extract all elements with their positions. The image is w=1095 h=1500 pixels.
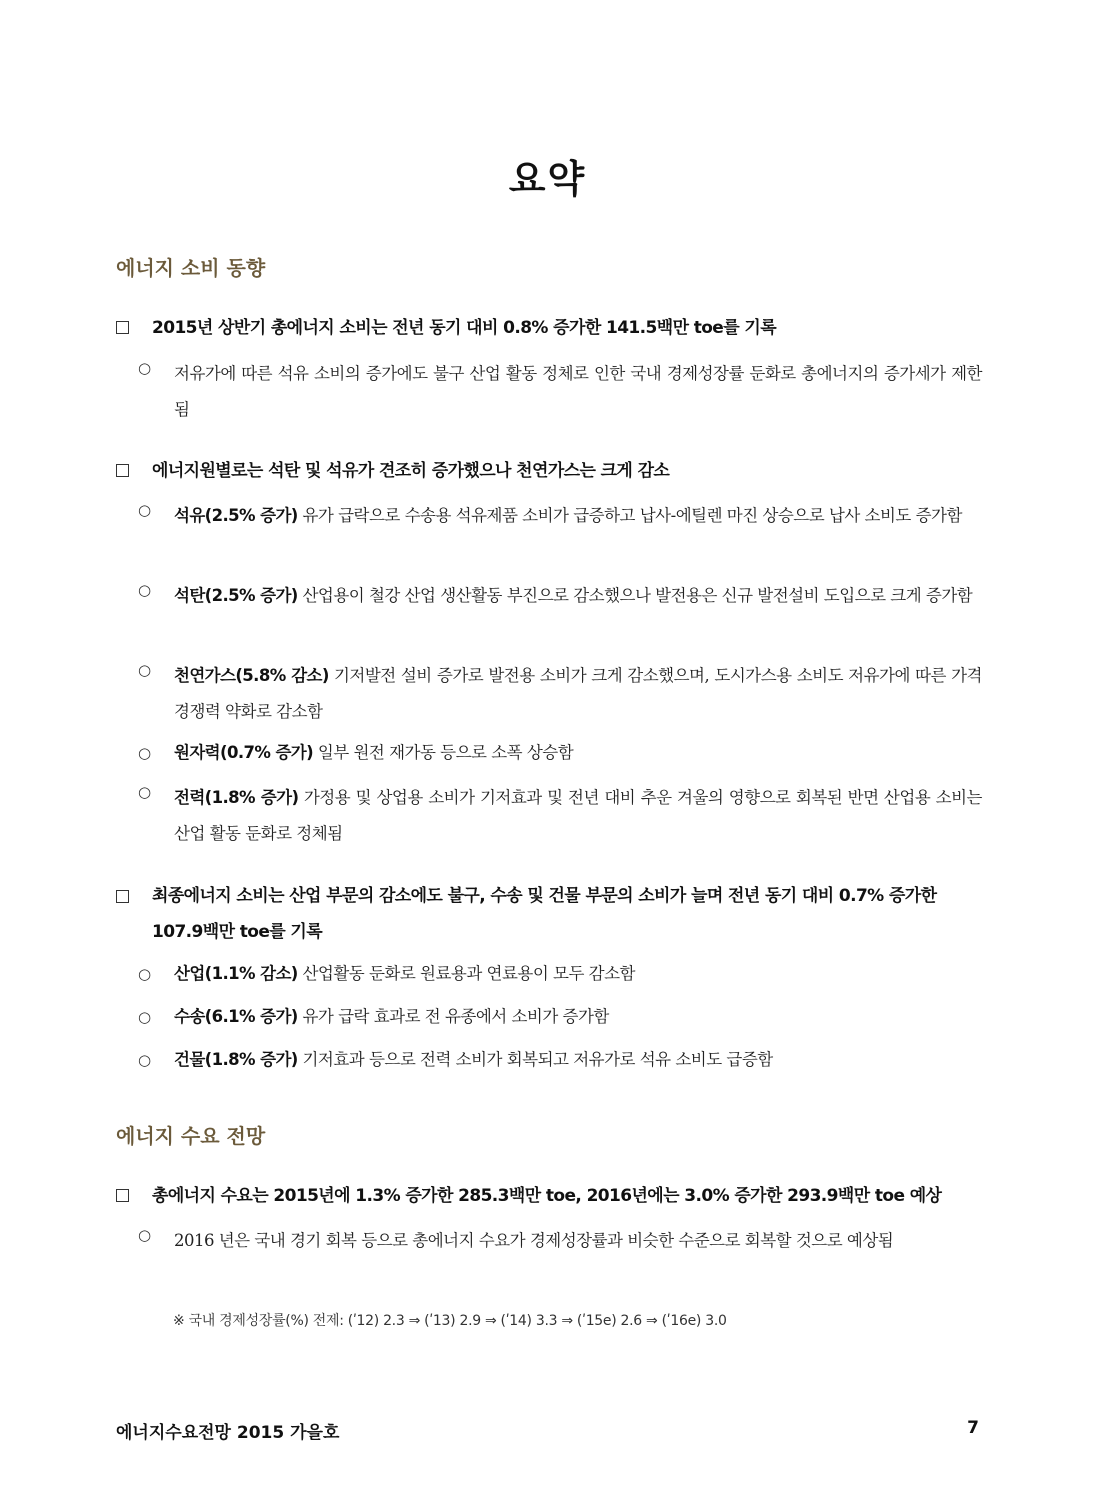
detail-item-text — [174, 578, 982, 614]
circle-bullet-icon: ○ — [138, 744, 152, 762]
detail-lead: 원자력(0.7% 증가) — [174, 743, 314, 762]
circle-bullet-icon: ○ — [138, 359, 152, 377]
detail-body: 기저발전 설비 증가로 발전용 소비가 크게 감소했으며, 도시가스용 소비도 저유가에 따른 가격경쟁력 약화로 감소함 — [174, 666, 982, 721]
growth-assumption-note: ※ 국내 경제성장률(%) 전제: (ʹ12) 2.3 ⇒ (ʹ13) 2.9 ⇒ (ʹ14) 3.3 ⇒ (ʹ15e) 2.6 ⇒ (ʹ16e) 3.0 — [173, 1313, 727, 1329]
detail-lead: 건물(1.8% 증가) — [174, 1050, 298, 1069]
detail-item-text — [174, 498, 982, 534]
detail-body: 일부 원전 재가동 등으로 소폭 상승함 — [313, 743, 574, 762]
detail-lead: 석탄(2.5% 증가) — [174, 586, 298, 605]
circle-bullet-icon: ○ — [138, 501, 152, 519]
detail-body: 유가 급락 효과로 전 유종에서 소비가 증가함 — [297, 1007, 609, 1026]
circle-bullet-icon: ○ — [138, 965, 152, 983]
square-bullet-icon — [116, 890, 129, 903]
circle-bullet-icon: ○ — [138, 1008, 152, 1026]
detail-item — [138, 356, 998, 428]
summary-item — [116, 878, 1095, 950]
square-bullet-icon — [116, 464, 129, 477]
detail-body: 산업활동 둔화로 원료용과 연료용이 모두 감소함 — [297, 964, 635, 983]
footer-publication: 에너지수요전망 2015 가을호 — [116, 1423, 340, 1443]
detail-lead: 산업(1.1% 감소) — [174, 964, 298, 983]
detail-item-text — [174, 1048, 982, 1072]
detail-body: 산업용이 철강 산업 생산활동 부진으로 감소했으나 발전용은 신규 발전설비 도입으로 크게 증가함 — [297, 586, 973, 605]
detail-item — [138, 780, 998, 852]
section-heading-consumption: 에너지 소비 동향 — [116, 256, 266, 280]
page-title: 요약 — [508, 157, 587, 201]
detail-lead: 천연가스(5.8% 감소) — [174, 666, 329, 685]
footer-page-number: 7 — [967, 1418, 979, 1438]
summary-item-text: 총에너지 수요는 2015년에 1.3% 증가한 285.3백만 toe, 2016년에는 3.0% 증가한 293.9백만 toe 예상 — [152, 1186, 942, 1206]
detail-item-text — [174, 1223, 982, 1259]
circle-bullet-icon: ○ — [138, 1051, 152, 1069]
section-heading-outlook: 에너지 수요 전망 — [116, 1124, 266, 1148]
detail-item — [138, 962, 998, 986]
detail-lead: 전력(1.8% 증가) — [174, 788, 299, 807]
detail-item-text — [174, 658, 982, 730]
detail-item — [138, 658, 998, 730]
detail-body: 기저효과 등으로 전력 소비가 회복되고 저유가로 석유 소비도 급증함 — [297, 1050, 773, 1069]
detail-body: 가정용 및 상업용 소비가 기저효과 및 전년 대비 추운 겨울의 영향으로 회복된 반면 산업용 소비는 산업 활동 둔화로 정체됨 — [174, 788, 982, 843]
detail-item-text — [174, 780, 982, 852]
circle-bullet-icon: ○ — [138, 783, 152, 801]
detail-item — [138, 1048, 998, 1072]
detail-item — [138, 1223, 998, 1259]
detail-item — [138, 741, 998, 765]
detail-item — [138, 578, 998, 614]
circle-bullet-icon: ○ — [138, 581, 152, 599]
detail-lead: 수송(6.1% 증가) — [174, 1007, 298, 1026]
detail-body: 2016 년은 국내 경기 회복 등으로 총에너지 수요가 경제성장률과 비슷한 수준으로 회복할 것으로 예상됨 — [174, 1231, 894, 1250]
summary-item-text: 에너지원별로는 석탄 및 석유가 견조히 증가했으나 천연가스는 크게 감소 — [152, 461, 670, 481]
detail-body: 유가 급락으로 수송용 석유제품 소비가 급증하고 납사-에틸렌 마진 상승으로 납사 소비도 증가함 — [297, 506, 962, 525]
summary-item-text: 2015년 상반기 총에너지 소비는 전년 동기 대비 0.8% 증가한 141.5백만 toe를 기록 — [152, 318, 777, 338]
detail-lead: 석유(2.5% 증가) — [174, 506, 298, 525]
circle-bullet-icon: ○ — [138, 661, 152, 679]
square-bullet-icon — [116, 1189, 129, 1202]
summary-item — [116, 1184, 1095, 1208]
square-bullet-icon — [116, 321, 129, 334]
summary-item — [116, 459, 1095, 483]
summary-item — [116, 316, 1095, 340]
detail-item-text — [174, 1005, 982, 1029]
detail-item-text — [174, 356, 982, 428]
detail-body: 저유가에 따른 석유 소비의 증가에도 불구 산업 활동 정체로 인한 국내 경제성장률 둔화로 총에너지의 증가세가 제한됨 — [174, 364, 982, 419]
detail-item — [138, 1005, 998, 1029]
detail-item — [138, 498, 998, 534]
circle-bullet-icon: ○ — [138, 1226, 152, 1244]
summary-item-text: 최종에너지 소비는 산업 부문의 감소에도 불구, 수송 및 건물 부문의 소비가 늘며 전년 동기 대비 0.7% 증가한 107.9백만 toe를 기록 — [152, 886, 937, 942]
detail-item-text — [174, 741, 982, 765]
detail-item-text — [174, 962, 982, 986]
